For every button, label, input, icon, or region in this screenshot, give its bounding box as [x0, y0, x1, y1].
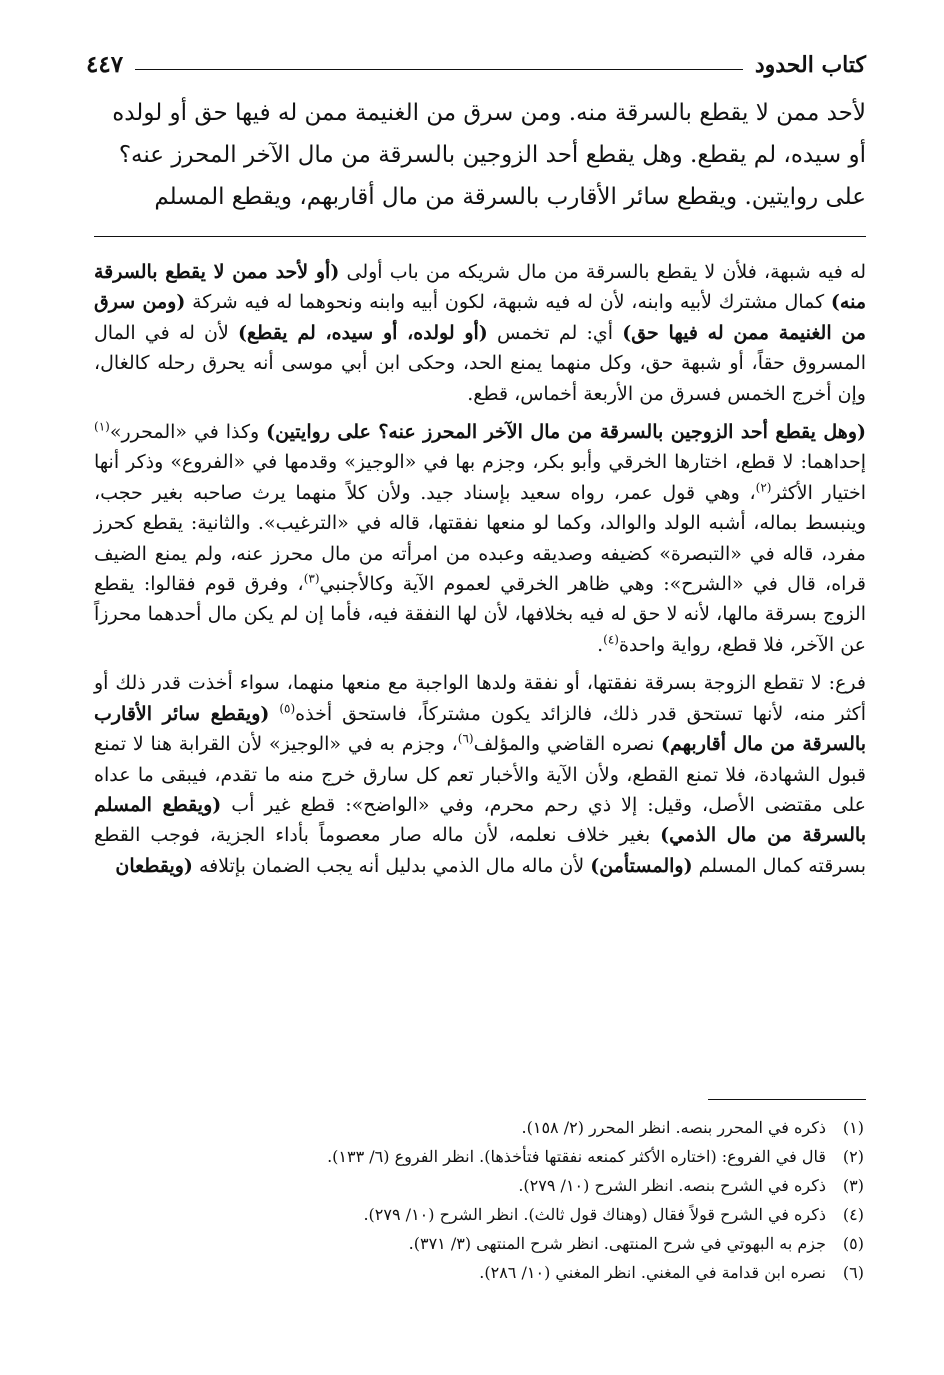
commentary-text: ، وفرق قوم فقالوا: يقطع الزوج بسرقة مالها، لأنه لا حق له فيه بخلافها، لأن لها النفقة فيه، فأما إن لم يكن مال أحدهما محرزاً عن الآخر، فلا قطع، رواية واحدة: [94, 573, 866, 656]
quoted-main-text: (وهل يقطع أحد الزوجين بالسرقة من مال الآخر المحرز عنه؟ على روايتين): [266, 421, 866, 444]
footnote-text: نصره ابن قدامة في المغني. انظر المغني (١٠/ ٢٨٦).: [479, 1263, 826, 1282]
commentary-text: إحداهما: لا قطع، اختارها الخرقي وأبو بكر، وجزم بها في «الوجيز» وقدمها في «الفروع» وذكر أنها اختيار الأكثر: [94, 451, 866, 504]
footnote-number: (٣): [842, 1176, 864, 1195]
footnote: [150, 1113, 864, 1142]
footnote-text: قال في الفروع: (اختاره الأكثر كمنعه نفقتها فتأخذها). انظر الفروع (٦/ ١٣٣).: [327, 1147, 826, 1166]
footnote: [150, 1171, 864, 1200]
main-text-line: لأحد ممن لا يقطع بالسرقة منه. ومن سرق من الغنيمة ممن له فيها حق أو لولده: [112, 100, 866, 126]
footnote-marker[interactable]: (٤): [603, 632, 619, 647]
commentary: [94, 257, 866, 881]
footnote: [150, 1258, 864, 1287]
footnote-marker[interactable]: (٣): [303, 571, 320, 586]
footnote-marker[interactable]: (٦): [457, 731, 474, 746]
footnote-number: (١): [842, 1118, 864, 1137]
commentary-text: لأن له في المال المسروق حقاً، أو شبهة حق، وكل منهما يمنع الحد، وحكى ابن أبي موسى أنه يحرق رحله كالغال، وإن أخرج الخمس فسرق من الأربعة أخماس، قطع.: [94, 321, 866, 405]
quoted-main-text: (أو لولده، أو سيده، لم يقطع): [238, 321, 488, 344]
footnote-number: (٦): [842, 1263, 864, 1282]
commentary-text: كمال مشترك لأبيه وابنه، لأن له فيه شبهة، لكون أبيه وابنه ونحوهما له فيه شركة: [185, 291, 831, 314]
footnote-text: ذكره في الشرح قولاً فقال (وهناك قول ثالث). انظر الشرح (١٠/ ٢٧٩).: [363, 1205, 826, 1224]
footnote: [150, 1142, 864, 1171]
header-rule: [135, 69, 743, 70]
quoted-main-text: (ويقطع المسلم بالسرقة من مال الذمي): [94, 793, 866, 847]
footnote-text: جزم به البهوتي في شرح المنتهى. انظر شرح المنتهى (٣/ ٣٧١).: [408, 1234, 826, 1253]
footnotes: [150, 1113, 864, 1287]
footnote-number: (٢): [842, 1147, 864, 1166]
running-header: [86, 38, 866, 78]
quoted-main-text: (ومن سرق من الغنيمة ممن له فيها حق): [94, 291, 866, 344]
footnote-number: (٤): [842, 1205, 864, 1224]
quoted-main-text: (ويقطعان: [115, 854, 193, 877]
quoted-main-text: (والمستأمن): [590, 854, 693, 877]
footnote-marker[interactable]: (١): [94, 419, 110, 434]
footnote: [150, 1229, 864, 1258]
commentary-paragraph: [94, 417, 866, 660]
commentary-text: فرع: لا تقطع الزوجة بسرقة نفقتها، أو نفقة ولدها الواجبة مع منعها منهما، سواء أخذت قدر ذلك أو أكثر منه، لأنها تستحق قدر ذلك، فالزائد يكون مشتركاً، فاستحق أخذه: [94, 672, 866, 725]
quoted-main-text: (أو لأحد ممن لا يقطع بالسرقة منه): [94, 261, 866, 314]
main-text: [94, 92, 866, 218]
commentary-text: وكذا في «المحرر»: [109, 421, 267, 444]
commentary-text: أي: لم تخمس: [487, 321, 623, 344]
main-text-divider: [94, 236, 866, 237]
commentary-text: .: [597, 633, 604, 656]
book-title: كتاب الحدود: [754, 52, 866, 78]
commentary-text: [269, 703, 279, 725]
commentary-paragraph: [94, 257, 866, 409]
footnote-marker[interactable]: (٢): [755, 480, 772, 495]
footnote-divider: [708, 1099, 866, 1100]
quoted-main-text: (ويقطع سائر الأقارب بالسرقة من مال أقاربهم): [94, 702, 866, 756]
footnote-marker[interactable]: (٥): [279, 701, 296, 716]
commentary-text: لأن ماله مال الذمي بدليل أنه يجب الضمان بإتلافه: [192, 854, 591, 877]
commentary-text: له فيه شبهة، فلأن لا يقطع بالسرقة من مال شريكه من باب أولى: [339, 261, 866, 283]
commentary-text: ، وجزم به في «الوجيز» لأن القرابة هنا لا تمنع قبول الشهادة، فلا تمنع القطع، ولأن الآية والأخبار تعم كل سارق خرج منه ما تقدم، فيبقى ما عداه على مقتضى الأصل، وقيل: إلا ذي رحم محرم، وفي «الواضح»: قطع غير أب: [94, 733, 866, 816]
footnote: [150, 1200, 864, 1229]
commentary-text: نصره القاضي والمؤلف: [473, 733, 662, 756]
footnote-text: ذكره في الشرح بنصه. انظر الشرح (١٠/ ٢٧٩).: [518, 1176, 826, 1195]
commentary-paragraph: [94, 668, 866, 881]
commentary-text: بغير خلاف نعلمه، لأن ماله صار معصوماً بأداء الجزية، فوجب القطع بسرقته كمال المسلم: [94, 824, 866, 877]
footnote-text: ذكره في المحرر بنصه. انظر المحرر (٢/ ١٥٨).: [521, 1118, 826, 1137]
page-number: ٤٤٧: [86, 51, 124, 78]
commentary-text: ، وهي قول عمر، رواه سعيد بإسناد جيد. ولأن كلاً منهما يرث صاحبه بغير حجب، وينبسط بماله، أشبه الولد والوالد، وكما لو منعها نفقتها، قاله في «الترغيب». والثانية: يقطع كحرز مفرد، قاله في «التبصرة» كضيفه وصديقه وعبده من امرأته من مال محرز عنه، ولم يمنع الضيف قراه، قال في «الشرح»: وهي ظاهر الخرقي لعموم الآية وكالأجنبي: [94, 481, 866, 596]
main-text-line: أو سيده، لم يقطع. وهل يقطع أحد الزوجين بالسرقة من مال الآخر المحرز عنه؟: [118, 142, 866, 168]
footnote-number: (٥): [842, 1234, 864, 1253]
main-text-line: على روايتين. ويقطع سائر الأقارب بالسرقة من مال أقاربهم، ويقطع المسلم: [154, 184, 866, 210]
